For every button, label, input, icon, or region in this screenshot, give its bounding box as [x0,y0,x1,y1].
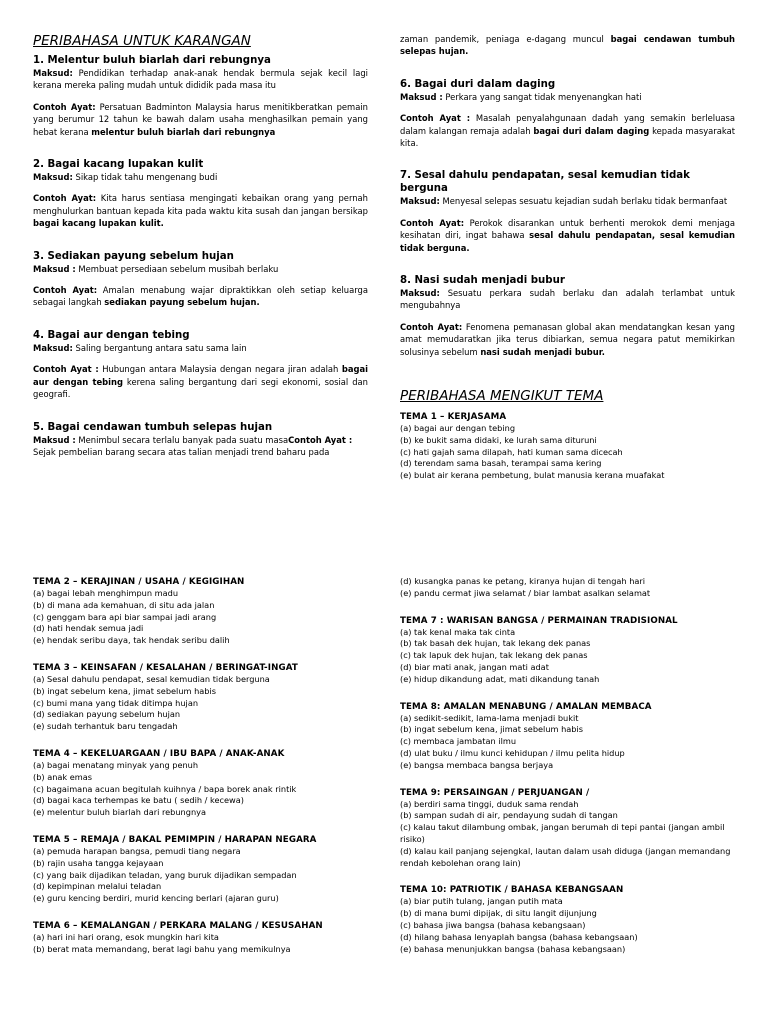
entry-5-continued: zaman pandemik, peniaga e-dagang muncul bagai cendawan tumbuh selepas hujan. [400,34,735,57]
maksud-text: Menyesal selepas sesuatu kejadian sudah berlaku tidak bermanfaat [439,196,728,207]
theme-block [33,920,368,956]
theme-title: TEMA 2 – KERAJINAN / USAHA / KEGIGIHAN [33,577,245,587]
theme-item: (a) Sesal dahulu pendapat, sesal kemudian tidak berguna [33,673,270,684]
maksud-label: Maksud: [33,172,73,183]
theme-item: (b) di mana bumi dipijak, di situ langit dijunjung [400,908,597,919]
theme-title: TEMA 3 – KEINSAFAN / KESALAHAN / BERINGAT-INGAT [33,662,298,673]
theme-item: (c) bahasa jiwa bangsa (bahasa kebangsaan) [400,919,586,930]
maksud-text: Saling bergantung antara satu sama lain [72,342,247,353]
theme-block [400,701,735,772]
section-title-karangan: PERIBAHASA UNTUK KARANGAN [33,33,251,49]
theme-item: (c) tak lapuk dek hujan, tak lekang dek panas [400,650,588,661]
theme-block [33,576,368,647]
theme-title: TEMA 10: PATRIOTIK / BAHASA KEBANGSAAN [400,885,624,896]
theme-block [33,748,368,819]
theme-item: (d) kusangka panas ke petang, kiranya hujan di tengah hari [400,576,646,586]
theme-item: (b) di mana ada kemahuan, di situ ada jalan [33,599,215,610]
theme-item: (e) melentur buluh biarlah dari rebungnya [33,807,206,818]
contoh-label: Contoh Ayat: [400,217,465,228]
entry-1 [33,54,368,138]
theme-item: (c) kalau takut dilambung ombak, jangan berumah di tepi pantai (jangan ambil risiko) [400,822,725,844]
entry-contoh [33,284,368,309]
theme-item: (c) membaca jambatan ilmu [400,736,517,747]
entry-heading: 6. Bagai duri dalam daging [400,78,556,90]
theme-title: TEMA 5 – REMAJA / BAKAL PEMIMPIN / HARAPAN NEGARA [33,834,317,845]
theme-item: (d) bagai kaca terhempas ke batu ( sedih / kecewa) [33,795,244,806]
entry-contoh [400,112,735,149]
entry-2 [33,158,368,230]
theme-item: (b) anak emas [33,771,93,782]
theme-block [33,834,368,905]
theme-block [400,615,735,686]
entry-heading: 5. Bagai cendawan tumbuh selepas hujan [33,421,273,433]
contoh-peribahasa: sesal dahulu pendapatan, sesal kemudian tidak berguna. [400,230,735,253]
maksud-label: Maksud : [400,91,443,102]
entry-2 [400,169,735,254]
theme-item: (a) bagai menatang minyak yang penuh [33,759,199,770]
theme-item: (c) genggam bara api biar sampai jadi arang [33,611,217,622]
theme-title: TEMA 1 – KERJASAMA [400,412,507,423]
theme-item: (e) bangsa membaca bangsa berjaya [400,759,554,770]
contoh-peribahasa: sediakan payung sebelum hujan. [104,297,260,308]
entry-heading: 3. Sediakan payung sebelum hujan [33,250,234,262]
entry-3 [400,274,735,358]
contoh-peribahasa: bagai duri dalam daging [533,125,650,136]
theme-item: (e) pandu cermat jiwa selamat / biar lambat asalkan selamat [400,587,651,598]
theme-item: (b) tak basah dek hujan, tak lekang dek panas [400,638,591,649]
contoh-label: Contoh Ayat : [400,113,471,124]
theme-item: (b) berat mata memandang, berat lagi bahu yang memikulnya [33,943,291,954]
theme-item: (c) bumi mana yang tidak ditimpa hujan [33,697,199,708]
contoh-text: Persatuan Badminton Malaysia harus menitikberatkan pemain yang berumur 12 tahun ke bawah dalam usaha menghasilkan pemain yang hebat kerana [33,101,368,137]
entry-heading: 1. Melentur buluh biarlah dari rebungnya [33,55,271,66]
entry-heading: 8. Nasi sudah menjadi bubur [400,275,565,287]
entry-heading: 2. Bagai kacang lupakan kulit [33,159,204,171]
theme-block [33,662,368,733]
right-column-bottom [400,576,735,970]
contoh-text: Hubungan antara Malaysia dengan negara jiran adalah [98,364,342,375]
entry-contoh [33,101,368,138]
entry-4 [33,329,368,401]
theme-item: (a) berdiri sama tinggi, duduk sama rendah [400,798,579,809]
theme-item: (d) kalau kail panjang sejengkal, lautan dalam usah diduga (jangan memandang rendah kebolehan orang lain) [400,845,731,868]
entry-maksud [33,67,368,92]
entry-maksud [400,287,735,312]
entry-maksud [400,195,735,207]
contoh-label: Contoh Ayat: [33,101,96,112]
right-column-top [400,33,735,497]
entry-contoh [33,363,368,400]
theme-item: (d) kepimpinan melalui teladan [33,881,162,892]
theme-item: (b) rajin usaha tangga kejayaan [33,857,164,868]
contoh-text: Perokok disarankan untuk berhenti merokok demi menjaga kesihatan diri, ingat bahawa [400,217,735,241]
maksud-label: Maksud: [33,342,73,353]
contoh-label: Contoh Ayat: [33,193,97,204]
left-column-top [33,33,368,458]
entry-maksud [33,263,368,275]
maksud-text: Membuat persediaan sebelum musibah berlaku [75,263,279,274]
theme-item: (a) bagai lebah menghimpun madu [33,588,179,598]
contoh-peribahasa: nasi sudah menjadi bubur. [480,346,605,357]
contoh-text: Masalah penyalahgunaan dadah yang semakin berleluasa dalam kalangan remaja adalah [400,113,736,136]
entry-maksud [400,91,735,103]
theme-item: (a) hari ini hari orang, esok mungkin hari kita [33,931,219,942]
maksud-label: Maksud : [33,263,76,274]
theme-item: (c) hati gajah sama dilapah, hati kuman sama dicecah [400,446,623,457]
theme-item: (e) bahasa menunjukkan bangsa (bahasa kebangsaan) [400,943,626,954]
theme-item: (d) ulat buku / ilmu kunci kehidupan / ilmu pelita hidup [400,747,625,758]
theme-item: (e) guru kencing berdiri, murid kencing berlari (ajaran guru) [33,893,279,904]
entry-3 [33,250,368,309]
entry-maksud [33,342,368,354]
contoh-label: Contoh Ayat: [33,285,98,296]
tema-1 [400,411,735,482]
theme-item: (a) biar putih tulang, jangan putih mata [400,896,563,907]
theme-title: TEMA 7 : WARISAN BANGSA / PERMAINAN TRADISIONAL [400,615,678,626]
maksud-text: Sesuatu perkara sudah berlaku dan adalah terlambat untuk mengubahnya [400,288,735,311]
theme-item: (d) hati hendak semua jadi [33,623,144,634]
theme-item: (a) pemuda harapan bangsa, pemudi tiang negara [33,845,241,856]
left-column-bottom [33,576,368,971]
theme-item: (d) hilang bahasa lenyaplah bangsa (bahasa kebangsaan) [400,931,638,942]
entry-maksud: Maksud : Menimbul secara terlalu banyak pada suatu masaContoh Ayat : [33,434,353,445]
contoh-text-end: kepada masyarakat kita. [400,125,735,149]
theme-block [400,787,735,870]
entry-contoh [400,217,735,254]
theme-item: (e) bulat air kerana pembetung, bulat manusia kerana muafakat [400,470,665,481]
theme-item: (b) sampan sudah di air, pendayung sudah di tangan [400,810,618,821]
theme-item: (a) tak kenal maka tak cinta [400,626,516,637]
theme-title: TEMA 4 – KEKELUARGAAN / IBU BAPA / ANAK-ANAK [33,748,285,759]
theme-item: (a) sedikit-sedikit, lama-lama menjadi bukit [400,712,579,723]
tema-6-continued [400,576,735,600]
theme-item: (d) terendam sama basah, terampai sama kering [400,458,602,469]
entry-heading: 4. Bagai aur dengan tebing [33,329,190,341]
section-title-tema: PERIBAHASA MENGIKUT TEMA [400,388,604,405]
theme-item: (a) bagai aur dengan tebing [400,423,516,434]
theme-item: (e) sudah terhantuk baru tengadah [33,721,178,732]
maksud-text: Sikap tidak tahu mengenang budi [72,172,218,183]
theme-title: TEMA 6 – KEMALANGAN / PERKARA MALANG / KESUSAHAN [33,920,323,931]
theme-item: (e) hendak seribu daya, tak hendak seribu dalih [33,635,230,646]
maksud-text: Pendidikan terhadap anak-anak hendak bermula sejak kecil lagi kerana mereka paling mudah untuk dididik pada masa itu [33,68,368,91]
theme-item: (b) ingat sebelum kena, jimat sebelum habis [400,724,584,735]
theme-item: (e) hidup dikandung adat, mati dikandung tanah [400,673,600,684]
contoh-text-end: kerena saling bergantung dari segi ekonomi, sosial dan geografi. [33,376,368,400]
theme-title: TEMA 8: AMALAN MENABUNG / AMALAN MEMBACA [400,701,652,712]
maksud-text: Perkara yang sangat tidak menyenangkan hati [442,91,642,102]
entry-contoh [400,321,735,358]
theme-item: (b) ke bukit sama didaki, ke lurah sama dituruni [400,434,597,445]
contoh-peribahasa: bagai kacang lupakan kulit. [33,218,164,229]
entry-5 [33,421,368,459]
theme-item: (d) biar mati anak, jangan mati adat [400,661,549,672]
maksud-label: Maksud: [400,196,440,207]
theme-block [400,884,735,955]
contoh-text: Kita harus sentiasa mengingati kebaikan orang yang pernah menghulurkan bantuan kepada kita pada waktu kita susah dan jangan bersikap [33,193,368,216]
maksud-label: Maksud: [33,68,73,78]
contoh-text: Fenomena pemanasan global akan mendatangkan kesan yang amat memudaratkan jika terus dibiarkan, semua negara patut memikirkan solusinya sebelum [400,321,735,357]
contoh-peribahasa: bagai aur dengan tebing [33,364,368,387]
maksud-label: Maksud: [400,288,440,299]
contoh-label: Contoh Ayat: [400,321,463,332]
contoh-label: Contoh Ayat : [33,364,99,375]
entry-contoh [33,192,368,229]
entry-heading: 7. Sesal dahulu pendapatan, sesal kemudian tidak berguna [400,170,690,195]
theme-item: (d) sediakan payung sebelum hujan [33,709,181,720]
theme-title: TEMA 9: PERSAINGAN / PERJUANGAN / [400,787,590,798]
entry-1 [400,78,735,150]
entry-maksud [33,171,368,183]
contoh-text: Amalan menabung wajar dipraktikkan oleh setiap keluarga sebagai langkah [33,285,368,308]
entry-contoh-start: Sejak pembelian barang secara atas talian menjadi trend baharu pada [33,446,330,457]
theme-item: (b) ingat sebelum kena, jimat sebelum habis [33,685,217,696]
theme-item: (c) bagaimana acuan begitulah kuihnya / bapa borek anak rintik [33,783,297,794]
contoh-peribahasa: melentur buluh biarlah dari rebungnya [91,126,276,137]
theme-item: (c) yang baik dijadikan teladan, yang buruk dijadikan sempadan [33,869,297,880]
